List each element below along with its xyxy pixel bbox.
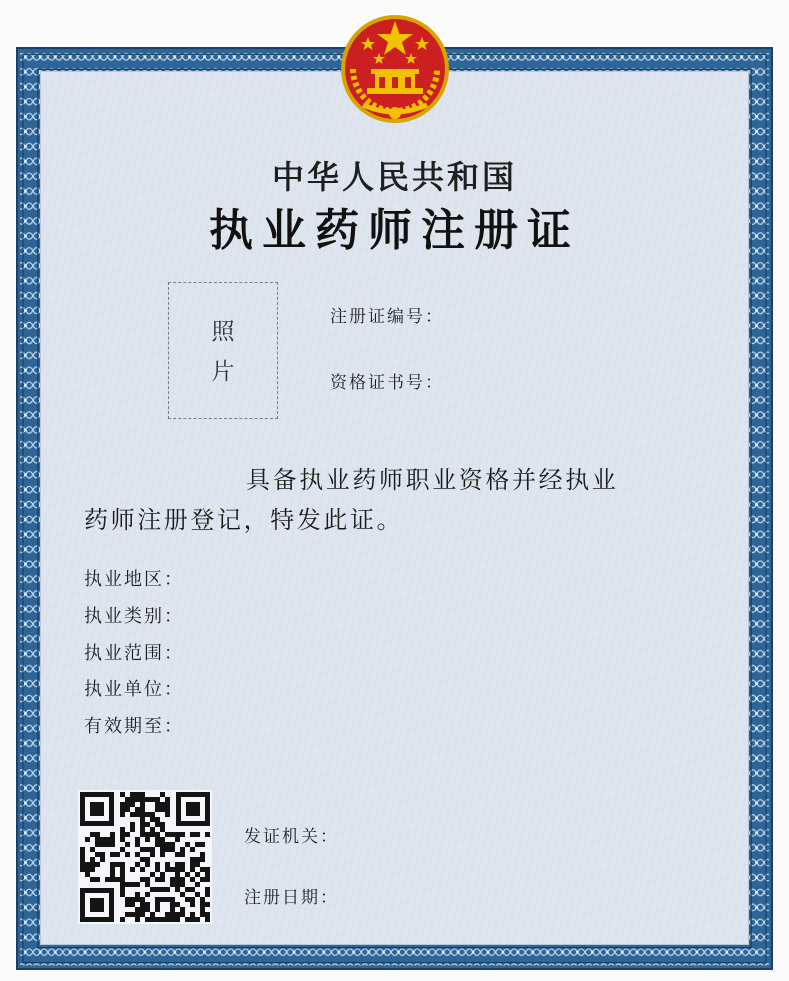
practice-scope-label: 执业范围： bbox=[84, 642, 184, 664]
statement-line-1: 具备执业药师职业资格并经执业 bbox=[246, 466, 619, 494]
national-emblem-icon bbox=[333, 9, 457, 127]
registration-number-label: 注册证编号： bbox=[330, 307, 444, 327]
practice-category-label: 执业类别： bbox=[84, 605, 184, 627]
practice-fields bbox=[84, 566, 184, 750]
country-title: 中华人民共和国 bbox=[271, 158, 517, 196]
practice-region-label: 执业地区： bbox=[84, 569, 184, 590]
photo-label-char-1: 照 bbox=[211, 319, 235, 345]
valid-until-label: 有效期至： bbox=[84, 716, 184, 738]
statement-line-2: 药师注册登记，特发此证。 bbox=[84, 506, 404, 534]
practice-unit-label: 执业单位： bbox=[84, 679, 184, 701]
qr-code-icon bbox=[78, 790, 212, 924]
certification-statement bbox=[84, 460, 724, 540]
certificate-title: 执业药师注册证 bbox=[209, 205, 580, 256]
photo-label-char-2: 片 bbox=[211, 359, 235, 385]
issuing-authority-label: 发证机关： bbox=[244, 827, 339, 847]
registration-date-label: 注册日期： bbox=[244, 888, 339, 908]
photo-placeholder bbox=[168, 282, 278, 419]
qualification-number-label: 资格证书号： bbox=[330, 373, 444, 393]
